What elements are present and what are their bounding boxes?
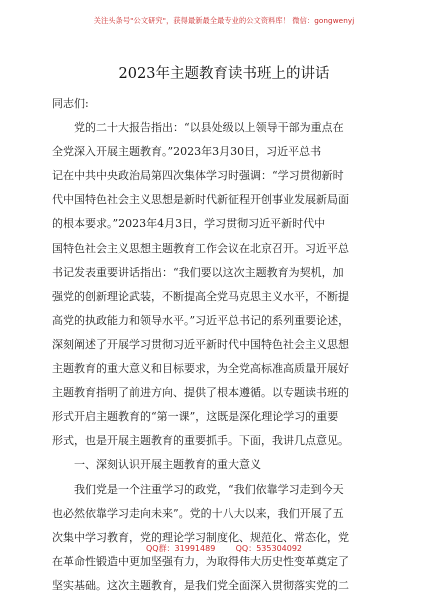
paragraph-line: 记在中共中央政治局第四次集体学习时强调：“学习贯彻新时 xyxy=(52,169,344,183)
paragraph-line: 主题教育的重大意义和目标要求，为全党高标准高质量开展好 xyxy=(52,362,349,376)
paragraph-line: 次集中学习教育，党的理论学习制度化、规范化、常态化，党 xyxy=(52,530,349,544)
paragraph-line: 形式开启主题教育的“第一课”，这既是深化理论学习的重要 xyxy=(52,410,339,424)
paragraph-line: 我们党是一个注重学习的政党，“我们依靠学习走到今天 xyxy=(74,482,344,496)
paragraph-line: 全党深入开展主题教育。”2023年3月30日，习近平总书 xyxy=(52,145,322,159)
paragraph-line: 的根本要求。”2023年4月3日，学习贯彻习近平新时代中 xyxy=(52,217,326,231)
paragraph-line: 主题教育指明了前进方向、提供了根本遵循。以专题读书班的 xyxy=(52,386,349,400)
salutation-line: 同志们: xyxy=(52,97,89,110)
paragraph-line: 国特色社会主义思想主题教育工作会议在北京召开。习近平总 xyxy=(52,241,349,255)
footer-contact: QQ群：31991489 QQ：535304092 xyxy=(145,544,303,553)
document-body xyxy=(52,92,392,598)
paragraph-line: 强党的创新理论武装，不断提高全党马克思主义水平，不断提 xyxy=(52,289,349,303)
paragraph-line: 也必然依靠学习走向未来”。党的十八大以来，我们开展了五 xyxy=(52,506,344,520)
paragraph-line: 坚实基础。这次主题教育，是我们党全面深入贯彻落实党的二 xyxy=(52,578,349,592)
paragraph-line: 党的二十大报告指出：“以县处级以上领导干部为重点在 xyxy=(74,121,344,135)
paragraph-line: 书记发表重要讲话指出：“我们要以这次主题教育为契机，加 xyxy=(52,265,344,279)
paragraph-line: 形式，也是开展主题教育的重要抓手。下面，我讲几点意见。 xyxy=(52,434,349,448)
paragraph-line: 深刻阐述了开展学习贯彻习近平新时代中国特色社会主义思想 xyxy=(52,337,349,351)
document-title: 2023年主题教育读书班上的讲话 xyxy=(118,66,330,82)
paragraph-line: 高党的执政能力和领导水平。”习近平总书记的系列重要论述， xyxy=(52,313,350,327)
paragraph-line: 代中国特色社会主义思想是新时代新征程开创事业发展新局面 xyxy=(52,193,349,207)
header-promo-note: 关注头条号"公文研究"，获得最新最全最专业的公文资料库！ 微信：gongwenyj xyxy=(93,16,355,25)
section-heading: 一、深刻认识开展主题教育的重大意义 xyxy=(74,458,261,472)
paragraph-line: 在革命性锻造中更加坚强有力，为取得伟大历史性变革奠定了 xyxy=(52,554,349,568)
